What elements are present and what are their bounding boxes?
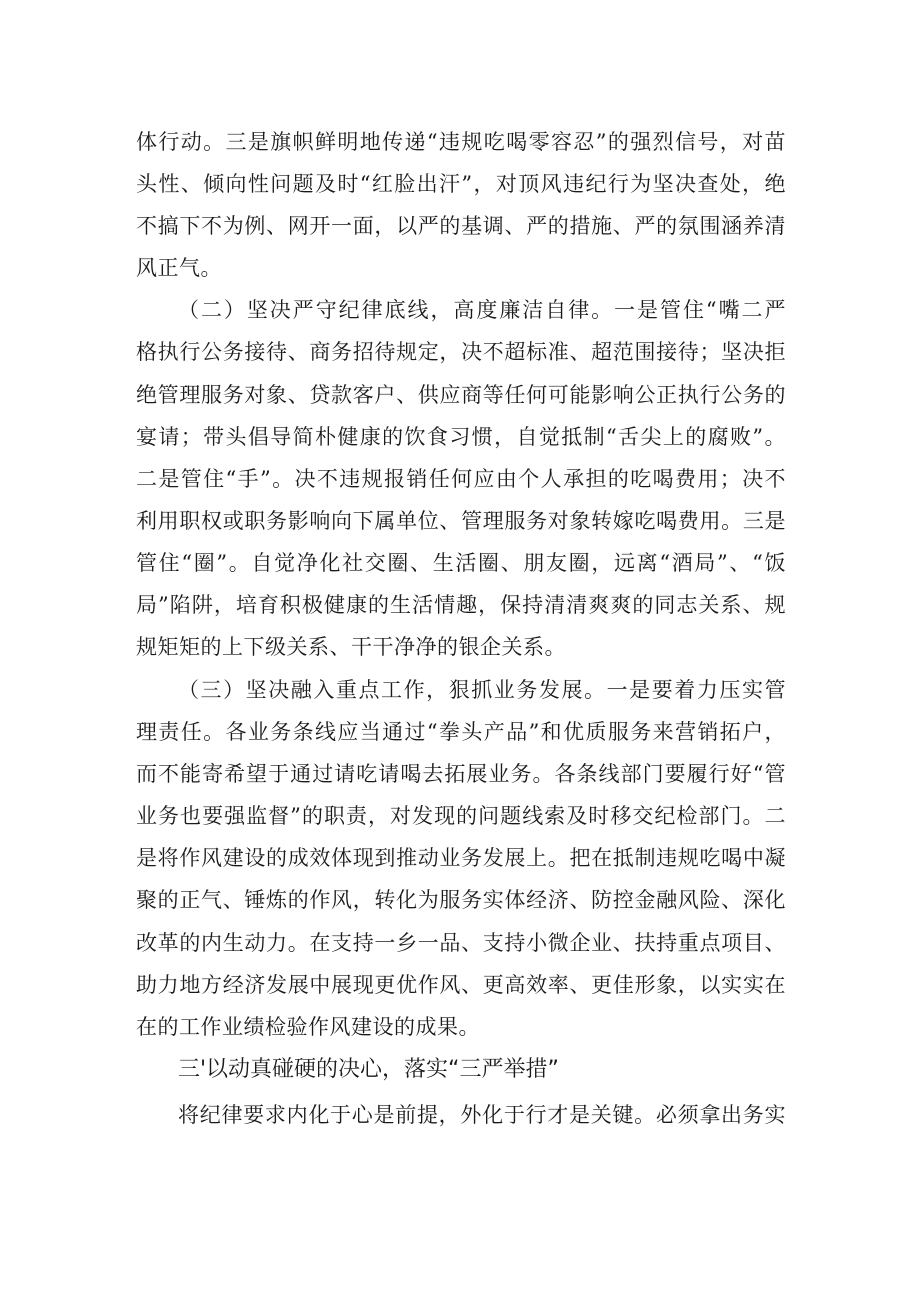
paragraph-2-line-4: 宴请；带头倡导简朴健康的饮食习惯，自觉抵制“舌尖上的腐败”。 (136, 425, 786, 449)
paragraph-3-line-1: （三）坚决融入重点工作，狠抓业务发展。一是要着力压实管 (178, 678, 786, 702)
paragraph-3-line-7: 改革的内生动力。在支持一乡一品、支持小微企业、扶持重点项目、 (136, 931, 786, 955)
paragraph-2-line-6: 利用职权或职务影响向下属单位、管理服务对象转嫁吃喝费用。三是 (136, 509, 786, 533)
paragraph-1-line-2: 头性、倾向性问题及时“红脸出汗”，对顶风违纪行为坚决查处，绝 (136, 172, 786, 196)
paragraph-1-line-3: 不搞下不为例、网开一面，以严的基调、严的措施、严的氛围涵养清 (136, 214, 786, 238)
paragraph-3-line-8: 助力地方经济发展中展现更优作风、更高效率、更佳形象，以实实在 (136, 973, 786, 997)
section-heading-3: 三'以动真碰硬的决心，落实“三严举措” (178, 1057, 559, 1082)
paragraph-2-line-5: 二是管住“手”。决不违规报销任何应由个人承担的吃喝费用；决不 (136, 467, 786, 491)
paragraph-3-line-9: 在的工作业绩检验作风建设的成果。 (136, 1015, 480, 1039)
paragraph-3-line-2: 理责任。各业务条线应当通过“拳头产品”和优质服务来营销拓户， (136, 720, 786, 744)
paragraph-2-line-3: 绝管理服务对象、贷款客户、供应商等任何可能影响公正执行公务的 (136, 383, 786, 407)
paragraph-3-line-5: 是将作风建设的成效体现到推动业务发展上。把在抵制违规吃喝中凝 (136, 846, 786, 870)
paragraph-4-line-1: 将纪律要求内化于心是前提，外化于行才是关键。必须拿出务实 (178, 1103, 786, 1127)
paragraph-1-line-1: 体行动。三是旗帜鲜明地传递“违规吃喝零容忍”的强烈信号，对苗 (136, 130, 786, 154)
paragraph-2-line-8: 局”陷阱，培育积极健康的生活情趣，保持清清爽爽的同志关系、规 (136, 593, 786, 617)
paragraph-3-line-6: 聚的正气、锤炼的作风，转化为服务实体经济、防控金融风险、深化 (136, 888, 786, 912)
paragraph-2-line-1: （二）坚决严守纪律底线，高度廉洁自律。一是管住“嘴二严 (178, 298, 786, 322)
paragraph-3-line-3: 而不能寄希望于通过请吃请喝去拓展业务。各条线部门要履行好“管 (136, 762, 786, 786)
paragraph-2-line-9: 规矩矩的上下级关系、干干净净的银企关系。 (136, 635, 566, 659)
paragraph-3-line-4: 业务也要强监督”的职责，对发现的问题线索及时移交纪检部门。二 (136, 804, 786, 828)
paragraph-2-line-2: 格执行公务接待、商务招待规定，决不超标准、超范围接待；坚决拒 (136, 340, 786, 364)
paragraph-2-line-7: 管住“圈”。自觉净化社交圈、生活圈、朋友圈，远离“酒局”、“饭 (136, 551, 786, 575)
paragraph-1-line-4: 风正气。 (136, 256, 222, 280)
